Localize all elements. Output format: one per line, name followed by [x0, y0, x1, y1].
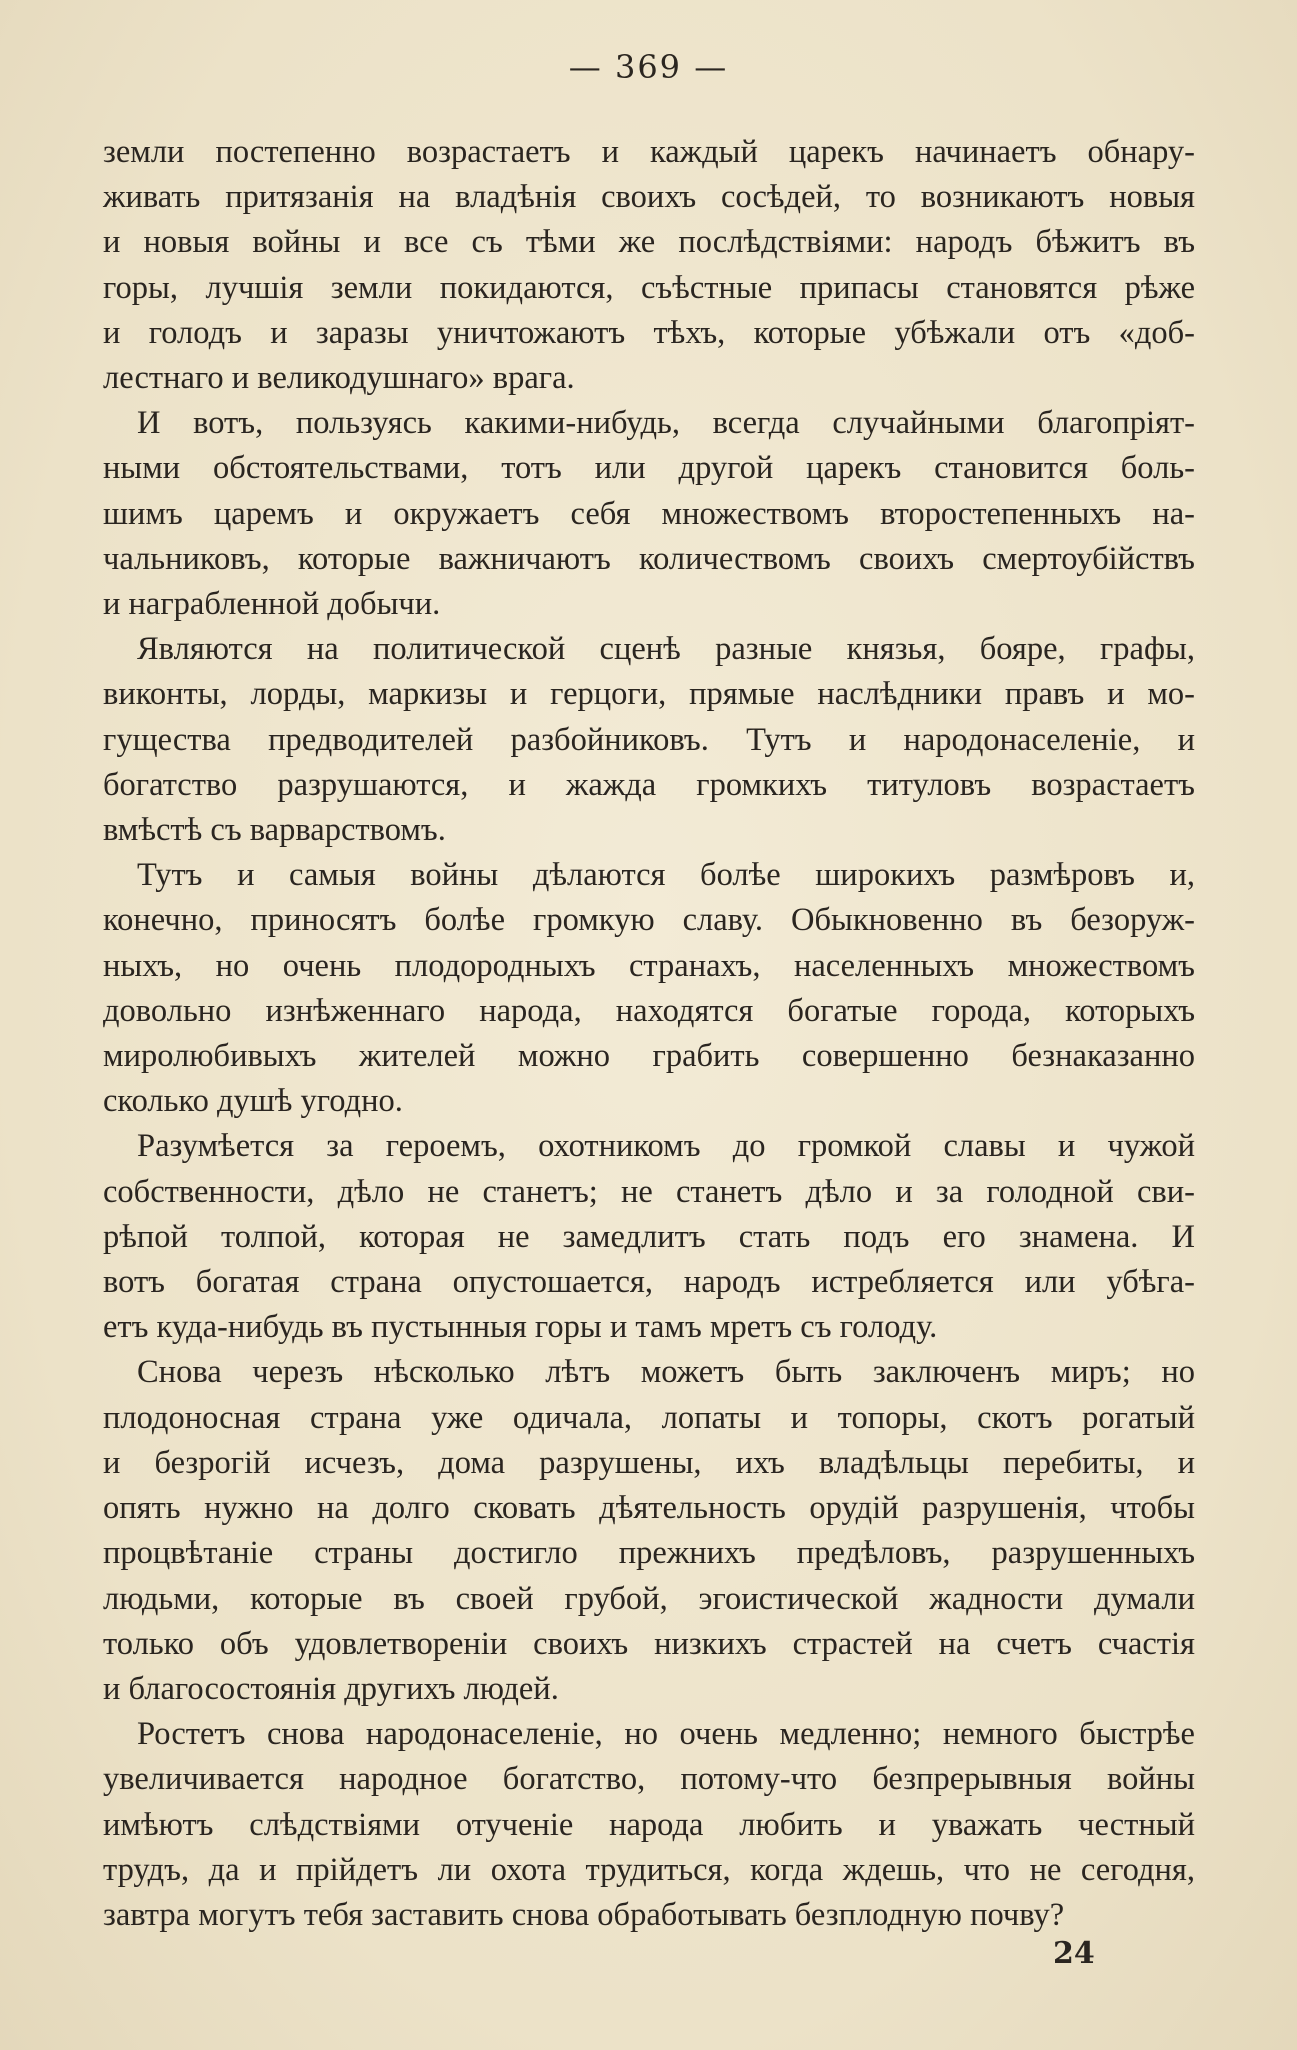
text-line: сколько душѣ угодно.	[103, 1083, 403, 1120]
text-line: и новыя войны и все съ тѣми же послѣдствіями: народъ бѣжитъ въ	[103, 224, 1195, 261]
text-line: Тутъ и самыя войны дѣлаются болѣе широкихъ размѣровъ и,	[137, 857, 1195, 894]
text-line: и голодъ и заразы уничтожаютъ тѣхъ, которые убѣжали отъ «доб-	[103, 314, 1195, 351]
text-line: живать притязанія на владѣнія своихъ сосѣдей, то возникаютъ новыя	[103, 179, 1195, 216]
text-line: собственности, дѣло не станетъ; не станетъ дѣло и за голодной сви-	[103, 1173, 1195, 1210]
text-line: завтра могутъ тебя заставить снова обработывать безплодную почву?	[103, 1896, 1065, 1933]
text-line: лестнаго и великодушнаго» врага.	[103, 360, 575, 397]
text-line: горы, лучшія земли покидаются, съѣстные припасы становятся рѣже	[103, 269, 1195, 306]
text-line: шимъ царемъ и окружаетъ себя множествомъ второстепенныхъ на-	[103, 495, 1195, 532]
text-line: чальниковъ, которые важничаютъ количествомъ своихъ смертоубійствъ	[103, 540, 1195, 577]
text-line: и безрогій исчезъ, дома разрушены, ихъ владѣльцы перебиты, и	[103, 1444, 1195, 1481]
text-line: процвѣтаніе страны достигло прежнихъ предѣловъ, разрушенныхъ	[103, 1535, 1195, 1572]
text-line: виконты, лорды, маркизы и герцоги, прямые наслѣдники правъ и мо-	[103, 676, 1195, 713]
paragraph	[103, 130, 1195, 401]
text-line: И вотъ, пользуясь какими-нибудь, всегда случайными благопріят-	[137, 405, 1195, 442]
paragraph	[103, 627, 1195, 853]
text-line: гущества предводителей разбойниковъ. Тутъ и народонаселеніе, и	[103, 721, 1195, 758]
paragraph	[103, 401, 1195, 627]
text-line: Ростетъ снова народонаселеніе, но очень медленно; немного быстрѣе	[137, 1716, 1195, 1753]
paragraph	[103, 1712, 1195, 1938]
text-line: Являются на политической сценѣ разные князья, бояре, графы,	[137, 631, 1195, 668]
page-number: — 369 —	[568, 48, 729, 86]
signature-mark: 24	[1053, 1936, 1095, 1971]
text-line: имѣютъ слѣдствіями отученіе народа любить и уважать честный	[103, 1806, 1195, 1843]
text-line: плодоносная страна уже одичала, лопаты и топоры, скотъ рогатый	[103, 1399, 1195, 1436]
text-line: рѣпой толпой, которая не замедлитъ стать подъ его знамена. И	[103, 1218, 1195, 1255]
text-line: земли постепенно возрастаетъ и каждый царекъ начинаетъ обнару-	[103, 134, 1195, 170]
text-line: вотъ богатая страна опустошается, народъ истребляется или убѣга-	[103, 1264, 1195, 1301]
text-line: богатство разрушаются, и жажда громкихъ титуловъ возрастаетъ	[103, 766, 1195, 803]
text-line: и награбленной добычи.	[103, 586, 441, 623]
body-text	[103, 130, 1195, 1938]
paragraph	[103, 1124, 1195, 1350]
text-line: ныхъ, но очень плодородныхъ странахъ, населенныхъ множествомъ	[103, 947, 1195, 984]
text-line: только объ удовлетвореніи своихъ низкихъ страстей на счетъ счастія	[103, 1625, 1195, 1662]
text-line: етъ куда-нибудь въ пустынныя горы и тамъ мретъ съ голоду.	[103, 1309, 938, 1346]
paragraph	[103, 1350, 1195, 1712]
text-line: опять нужно на долго сковать дѣятельность орудій разрушенія, чтобы	[103, 1490, 1195, 1527]
text-line: конечно, приносятъ болѣе громкую славу. Обыкновенно въ безоруж-	[103, 902, 1195, 939]
text-line: трудъ, да и прійдетъ ли охота трудиться, когда ждешь, что не сегодня,	[103, 1851, 1195, 1888]
text-line: миролюбивыхъ жителей можно грабить совершенно безнаказанно	[103, 1038, 1195, 1075]
text-line: Разумѣется за героемъ, охотникомъ до громкой славы и чужой	[137, 1128, 1195, 1165]
paragraph	[103, 853, 1195, 1124]
text-line: и благосостоянія другихъ людей.	[103, 1670, 559, 1707]
text-line: увеличивается народное богатство, потому-что безпрерывныя войны	[103, 1761, 1195, 1798]
text-line: людьми, которые въ своей грубой, эгоистической жадности думали	[103, 1580, 1195, 1617]
text-line: Снова черезъ нѣсколько лѣтъ можетъ быть заключенъ миръ; но	[137, 1354, 1195, 1391]
text-line: вмѣстѣ съ варварствомъ.	[103, 812, 446, 849]
text-line: довольно изнѣженнаго народа, находятся богатые города, которыхъ	[103, 992, 1195, 1029]
text-line: ными обстоятельствами, тотъ или другой царекъ становится боль-	[103, 450, 1195, 487]
